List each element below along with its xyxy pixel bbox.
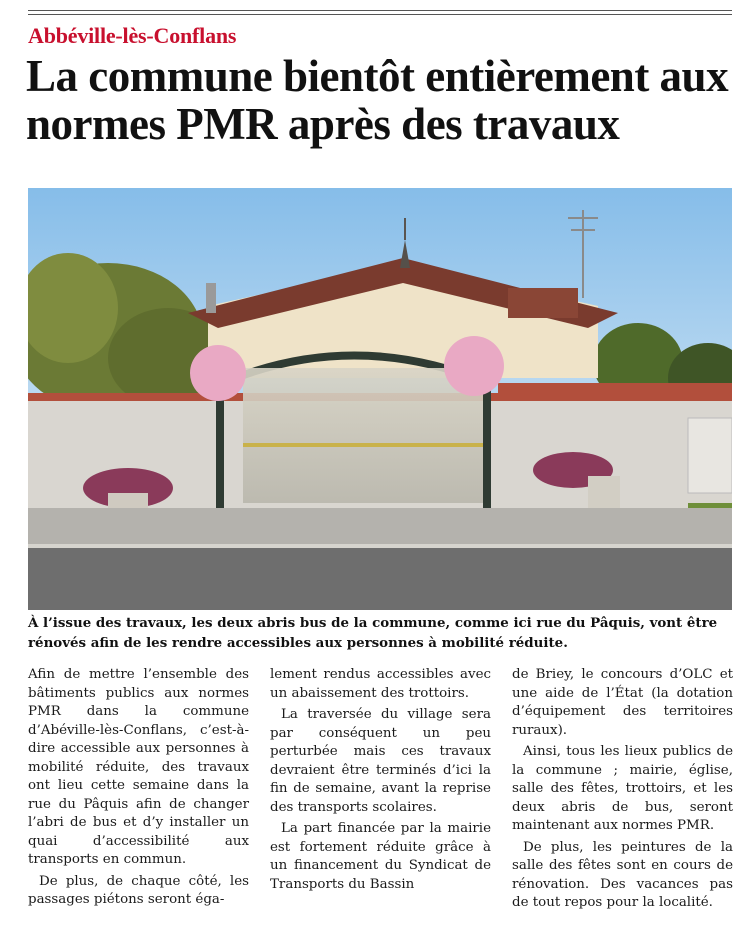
- article-column-3: [512, 666, 733, 926]
- top-rule-thin: [28, 14, 732, 15]
- paragraph: La part financée par la mairie est fortement réduite grâce à un financement du Syndicat de Transports du Bassin: [270, 821, 491, 892]
- article-column-1: [28, 666, 249, 926]
- paragraph: de Briey, le concours d’OLC et une aide de l’État (la dotation d’équipement des territoires ruraux).: [512, 667, 733, 738]
- paragraph: De plus, de chaque côté, les passages piétons seront éga-: [28, 873, 249, 907]
- paragraph: lement rendus accessibles avec un abaissement des trottoirs.: [270, 667, 491, 701]
- paragraph: Ainsi, tous les lieux publics de la commune ; mairie, église, salle des fêtes, trottoirs, et les deux abris de bus, seront maintenant aux normes PMR.: [512, 744, 733, 833]
- article-body: [28, 666, 734, 926]
- article-photo: [28, 188, 732, 610]
- top-rule: [28, 10, 732, 11]
- page-title: La commune bientôt entièrement aux normes PMR après des travaux: [26, 51, 729, 149]
- photo-caption: À l’issue des travaux, les deux abris bus de la commune, comme ici rue du Pâquis, vont être rénovés afin de les rendre accessibles aux personnes à mobilité réduite.: [28, 615, 718, 651]
- paragraph: De plus, les peintures de la salle des fêtes sont en cours de rénovation. Des vacances pas de tout repos pour la localité.: [512, 839, 733, 910]
- paragraph: Afin de mettre l’ensemble des bâtiments publics aux normes PMR dans la commune d’Abéville-lès-Conflans, c’est-à-dire accessible aux personnes à mobilité réduite, des travaux ont lieu cette semaine dans la rue du Pâquis afin de changer l’abri de bus et d’y installer un quai d’accessibilité aux transports en commun.: [28, 667, 249, 867]
- paragraph: La traversée du village sera par conséquent un peu perturbée mais ces travaux devraient être terminés d’ici la fin de semaine, avant la reprise des transports scolaires.: [270, 707, 491, 815]
- article-column-2: [270, 666, 491, 926]
- location-kicker: Abbéville-lès-Conflans: [28, 23, 237, 48]
